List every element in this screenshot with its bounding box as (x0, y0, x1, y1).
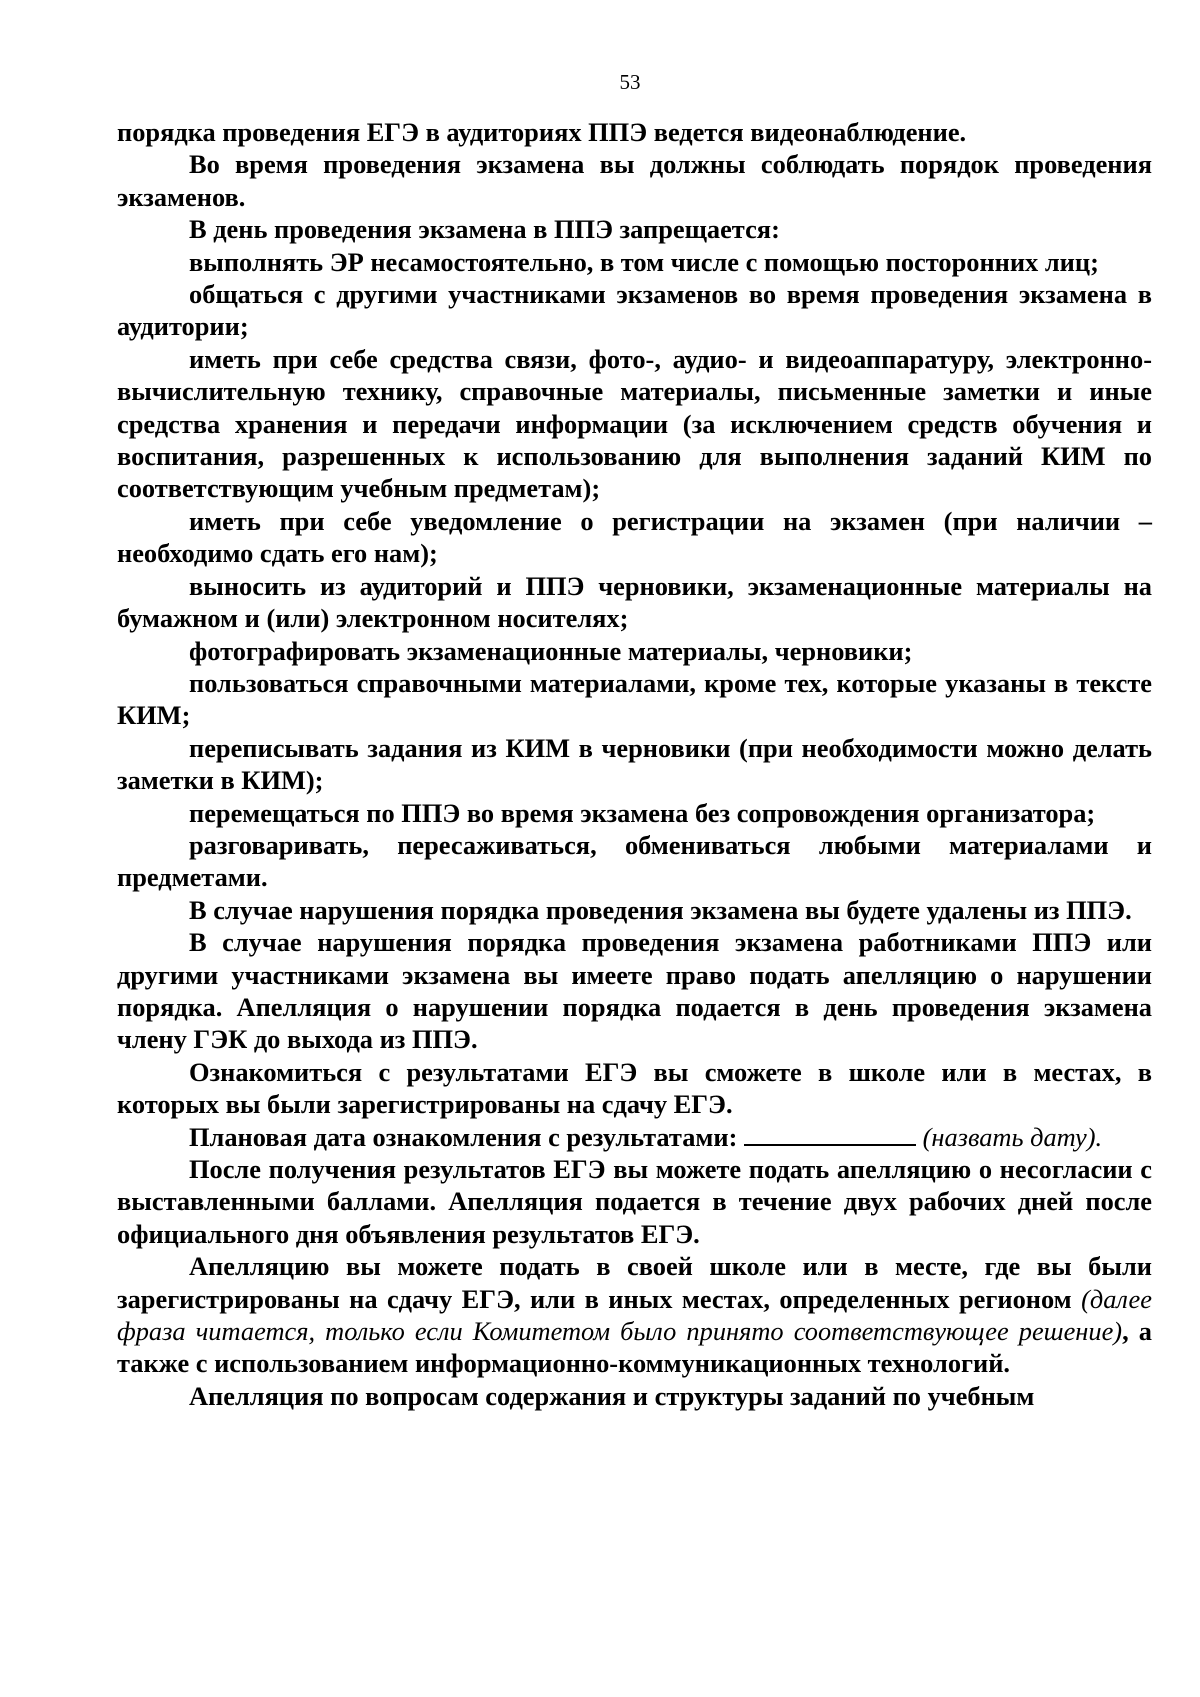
paragraph: иметь при себе уведомление о регистрации на экзамен (при наличии – необходимо сдать его нам); (117, 505, 1152, 569)
paragraph: В день проведения экзамена в ППЭ запрещается: (189, 214, 780, 245)
paragraph: порядка проведения ЕГЭ в аудиториях ППЭ ведется видеонаблюдение. (117, 117, 967, 147)
paragraph: В случае нарушения порядка проведения экзамена вы будете удалены из ППЭ. (189, 894, 1132, 925)
paragraph-group-1 (117, 116, 1152, 1121)
paragraph: перемещаться по ППЭ во время экзамена без сопровождения организатора; (189, 797, 1096, 828)
document-body (117, 116, 1152, 1412)
planned-date-label: Плановая дата ознакомления с результатами: (189, 1121, 738, 1152)
appeal-place-italic-note: (далее фраза читается, только если Комитетом было принято соответствующее решение) (117, 1283, 1152, 1347)
appeal-place-text-1: Апелляцию вы можете подать в своей школе или в месте, где вы были зарегистрированы на сдачу ЕГЭ, или в иных местах, определенных регионом (117, 1251, 1152, 1314)
last-paragraph: Апелляция по вопросам содержания и структуры заданий по учебным (189, 1380, 1035, 1411)
paragraph-group-2 (117, 1153, 1152, 1250)
paragraph: фотографировать экзаменационные материалы, черновики; (189, 635, 913, 666)
date-blank-line (744, 1122, 916, 1146)
paragraph: После получения результатов ЕГЭ вы можете подать апелляцию о несогласии с выставленными баллами. Апелляция подается в течение двух рабочих дней после официального дня объявления результатов ЕГЭ. (117, 1154, 1152, 1249)
paragraph: разговаривать, пересаживаться, обмениваться любыми материалами и предметами. (117, 829, 1152, 893)
paragraph: общаться с другими участниками экзаменов во время проведения экзамена в аудитории; (117, 279, 1152, 342)
paragraph: выполнять ЭР несамостоятельно, в том числе с помощью посторонних лиц; (189, 246, 1099, 277)
paragraph: Ознакомиться с результатами ЕГЭ вы сможете в школе или в местах, в которых вы были зарегистрированы на сдачу ЕГЭ. (117, 1056, 1152, 1120)
paragraph: Во время проведения экзамена вы должны соблюдать порядок проведения экзаменов. (117, 149, 1152, 212)
planned-date-paragraph (117, 1121, 1152, 1153)
appeal-place-text-2: , а также с использованием информационно-коммуникационных технологий. (117, 1316, 1152, 1379)
appeal-place-paragraph (117, 1250, 1152, 1380)
paragraph: переписывать задания из КИМ в черновики (при необходимости можно делать заметки в КИМ); (117, 732, 1152, 796)
planned-date-note: (назвать дату). (922, 1121, 1103, 1152)
page-number: 53 (619, 70, 641, 94)
paragraph: иметь при себе средства связи, фото-, аудио- и видеоаппаратуру, электронно-вычислительную технику, справочные материалы, письменные заметки и иные средства хранения и передачи информации (за исключением средств обучения и воспитания, разрешенных к использованию для выполнения заданий КИМ по соответствующим учебным предметам); (117, 343, 1152, 504)
paragraph: пользоваться справочными материалами, кроме тех, которые указаны в тексте КИМ; (117, 667, 1152, 731)
paragraph: выносить из аудиторий и ППЭ черновики, экзаменационные материалы на бумажном и (или) электронном носителях; (117, 570, 1152, 634)
paragraph: В случае нарушения порядка проведения экзамена работниками ППЭ или другими участниками экзамена вы имеете право подать апелляцию о нарушении порядка. Апелляция о нарушении порядка подается в день проведения экзамена члену ГЭК до выхода из ППЭ. (117, 927, 1152, 1055)
